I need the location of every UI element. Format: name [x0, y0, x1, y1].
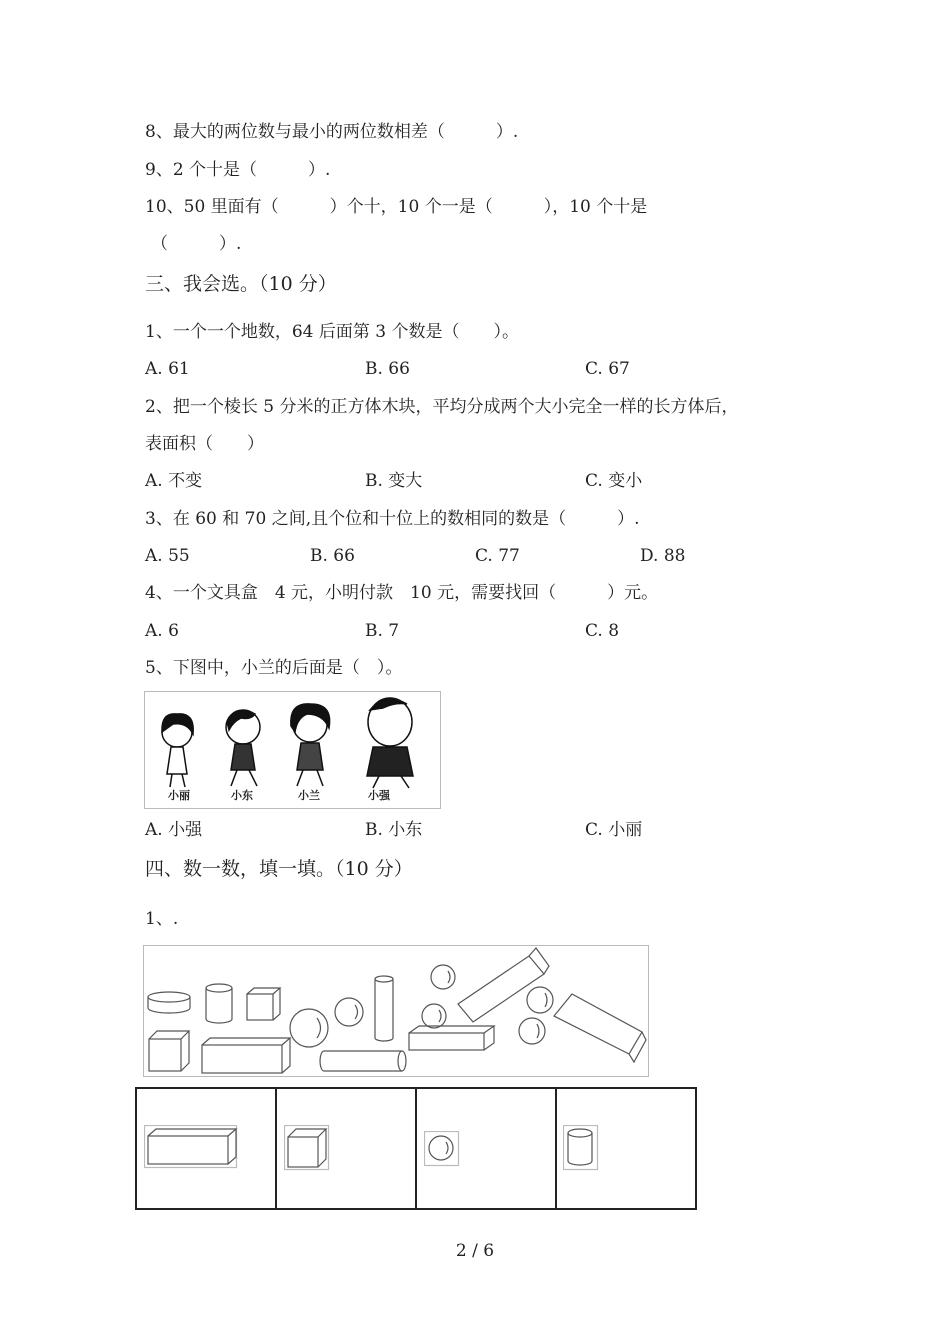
cuboid-icon — [148, 1129, 236, 1164]
answer-table — [135, 1087, 697, 1210]
answer-cell-cube[interactable] — [277, 1089, 417, 1208]
horizontal-cylinder-shape — [320, 1051, 406, 1071]
s3-q1-option-c: C. 67 — [585, 359, 630, 379]
page-number: 2 / 6 — [455, 1241, 495, 1261]
child-name-4: 小强 — [368, 789, 390, 802]
sphere-shape-5 — [519, 1018, 545, 1044]
s3-q3-option-b: B. 66 — [310, 546, 355, 566]
s3-q1-option-b: B. 66 — [365, 359, 410, 379]
question-10-line-2: （ ）. — [151, 234, 242, 254]
s3-q2-option-b: B. 变大 — [365, 471, 423, 491]
child-figure-1 — [162, 714, 193, 787]
sphere-shape-2 — [431, 965, 455, 989]
s3-question-3: 3、在 60 和 70 之间,且个位和十位上的数相同的数是（ ）. — [145, 509, 640, 529]
s3-question-1: 1、一个一个地数，64 后面第 3 个数是（ ）。 — [145, 322, 519, 342]
sphere-shape-1 — [335, 998, 363, 1026]
s3-q4-option-a: A. 6 — [145, 621, 179, 641]
answer-cell-sphere[interactable] — [417, 1089, 557, 1208]
s3-q1-option-a: A. 61 — [145, 359, 190, 379]
cylinder-shape — [206, 984, 232, 1023]
s3-q3-option-c: C. 77 — [475, 546, 520, 566]
tilted-cuboid-shape-2 — [554, 994, 646, 1062]
s3-q5-option-a: A. 小强 — [145, 820, 203, 840]
s3-q4-option-b: B. 7 — [365, 621, 400, 641]
child-name-2: 小东 — [231, 789, 253, 802]
s3-question-4: 4、一个文具盒 4 元，小明付款 10 元，需要找回（ ）元。 — [145, 583, 659, 603]
question-10-line-1: 10、50 里面有（ ）个十，10 个一是（ ），10 个十是 — [145, 197, 648, 217]
sphere-icon — [429, 1136, 453, 1160]
s3-q3-option-d: D. 88 — [640, 546, 686, 566]
child-name-1: 小丽 — [168, 789, 190, 802]
s3-q2-option-c: C. 变小 — [585, 471, 643, 491]
answer-cell-cuboid[interactable] — [137, 1089, 277, 1208]
s3-question-2-line-2: 表面积（ ） — [145, 434, 264, 454]
s3-q5-option-c: C. 小丽 — [585, 820, 643, 840]
tilted-cuboid-shape-1 — [458, 948, 549, 1022]
sphere-shape-3 — [422, 1004, 446, 1028]
shapes-figure — [143, 945, 649, 1077]
question-9: 9、2 个十是（ ）. — [145, 160, 331, 180]
thin-cylinder-shape — [375, 976, 393, 1041]
children-figure — [144, 691, 441, 809]
s3-q5-option-b: B. 小东 — [365, 820, 423, 840]
flat-cuboid-shape — [409, 1026, 494, 1050]
small-cube-shape — [247, 988, 280, 1020]
s3-question-5: 5、下图中，小兰的后面是（ ）。 — [145, 658, 403, 678]
s3-q4-option-c: C. 8 — [585, 621, 620, 641]
s3-q3-option-a: A. 55 — [145, 546, 190, 566]
s3-question-2-line-1: 2、把一个棱长 5 分米的正方体木块，平均分成两个大小完全一样的长方体后， — [145, 397, 739, 417]
child-figure-3 — [291, 704, 330, 786]
sphere-shape-large — [290, 1009, 328, 1047]
question-8: 8、最大的两位数与最小的两位数相差（ ）. — [145, 122, 519, 142]
child-name-3: 小兰 — [298, 789, 320, 802]
section-3-title: 三、我会选。（10 分） — [145, 273, 337, 295]
cube-icon — [288, 1129, 326, 1167]
s4-question-1: 1、. — [145, 909, 179, 929]
sphere-shape-4 — [527, 987, 553, 1013]
cube-shape — [149, 1031, 189, 1071]
answer-cell-cylinder[interactable] — [557, 1089, 697, 1208]
child-figure-4 — [367, 698, 413, 788]
section-4-title: 四、数一数，填一填。（10 分） — [145, 858, 413, 880]
flat-cylinder-shape — [148, 992, 190, 1013]
cuboid-shape — [202, 1038, 290, 1073]
child-figure-2 — [226, 710, 260, 786]
s3-q2-option-a: A. 不变 — [145, 471, 203, 491]
cylinder-icon — [568, 1129, 592, 1165]
